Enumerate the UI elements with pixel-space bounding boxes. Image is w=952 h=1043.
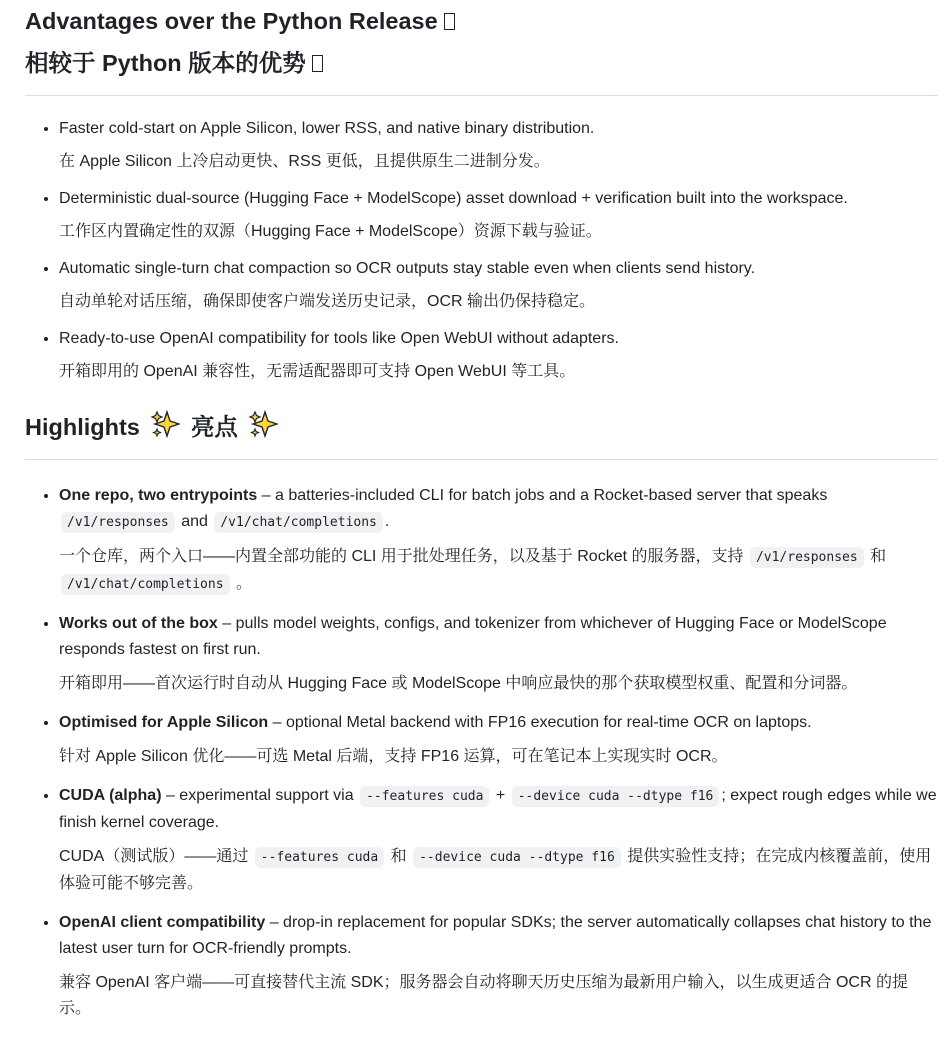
item-text: – a batteries-included CLI for batch jobs and a Rocket-based server that speaks	[257, 487, 828, 504]
item-text: 和	[865, 548, 887, 565]
inline-code: --features cuda	[360, 786, 489, 807]
highlights-heading-block	[25, 406, 938, 460]
list-item	[59, 256, 938, 315]
item-text-zh: 针对 Apple Silicon 优化——可选 Metal 后端，支持 FP16 运算，可在笔记本上实现实时 OCR。	[59, 748, 728, 765]
item-text: .	[384, 513, 390, 530]
item-text: and	[176, 513, 213, 530]
item-title: CUDA (alpha)	[59, 787, 162, 804]
item-text-en: • Automatic single-turn chat compaction so OCR outputs stay stable even when clients send history.	[59, 260, 756, 277]
item-text-zh	[59, 544, 938, 598]
advantages-title-zh	[25, 42, 938, 84]
highlights-title	[25, 406, 938, 448]
advantages-heading-block	[25, 0, 938, 96]
inline-code: /v1/responses	[61, 512, 175, 533]
inline-code: --device cuda --dtype f16	[413, 847, 621, 868]
item-text: +	[491, 787, 510, 804]
item-text: 提供实验性支持；在完成内核覆盖前，使用体验可能不够完善。	[59, 848, 932, 892]
item-text-en	[59, 710, 938, 736]
missing-glyph-icon	[444, 13, 455, 30]
item-text: ; expect rough edges while we finish kernel coverage.	[59, 787, 937, 831]
inline-code: --features cuda	[255, 847, 384, 868]
advantages-title-zh-text: 相较于 Python 版本的优势	[25, 50, 306, 76]
sparkles-icon	[150, 409, 180, 439]
item-title: OpenAI client compatibility	[59, 914, 266, 931]
item-text-en: • Faster cold-start on Apple Silicon, lower RSS, and native binary distribution.	[59, 120, 595, 137]
item-text-zh: 在 Apple Silicon 上冷启动更快、RSS 更低，且提供原生二进制分发。	[59, 153, 550, 170]
item-text-zh: 自动单轮对话压缩，确保即使客户端发送历史记录，OCR 输出仍保持稳定。	[59, 293, 596, 310]
item-text-zh: 兼容 OpenAI 客户端——可直接替代主流 SDK；服务器会自动将聊天历史压缩为最新用户输入，以生成更适合 OCR 的提示。	[59, 974, 908, 1017]
item-text-en	[59, 783, 938, 836]
item-text-en	[59, 910, 938, 962]
highlights-title-en: Highlights	[25, 414, 140, 440]
inline-code: /v1/chat/completions	[214, 512, 383, 533]
advantages-title-en-text: Advantages over the Python Release	[25, 8, 438, 34]
inline-code: /v1/chat/completions	[61, 574, 230, 595]
item-title: One repo, two entrypoints	[59, 487, 258, 504]
item-text-zh	[59, 844, 938, 897]
inline-code: --device cuda --dtype f16	[512, 786, 720, 807]
list-item	[59, 910, 938, 1022]
item-text-zh: 工作区内置确定性的双源（Hugging Face + ModelScope）资源下载与验证。	[59, 223, 602, 240]
item-text: – pulls model weights, configs, and tokenizer from whichever of Hugging Face or ModelScope responds fastest on first run.	[59, 615, 887, 658]
item-text-en	[59, 483, 938, 536]
advantages-title-en	[25, 0, 938, 42]
highlights-title-zh: 亮点	[190, 414, 238, 440]
item-text-zh: 开箱即用——首次运行时自动从 Hugging Face 或 ModelScope 中响应最快的那个获取模型权重、配置和分词器。	[59, 675, 858, 692]
list-item	[59, 326, 938, 385]
item-text-en	[59, 611, 938, 663]
list-item	[59, 116, 938, 175]
highlights-list	[25, 460, 938, 1022]
item-text-en: • Deterministic dual-source (Hugging Face + ModelScope) asset download + verification built into the workspace.	[59, 190, 848, 207]
item-title: Optimised for Apple Silicon	[59, 714, 269, 731]
item-text: 和	[386, 848, 412, 865]
item-text: CUDA（测试版）——通过	[59, 848, 253, 865]
sparkles-icon	[248, 409, 278, 439]
item-text: – experimental support via	[161, 787, 359, 804]
item-title: Works out of the box	[59, 615, 218, 632]
list-item	[59, 611, 938, 697]
missing-glyph-icon	[312, 55, 323, 72]
list-item	[59, 710, 938, 770]
item-text: 一个仓库，两个入口——内置全部功能的 CLI 用于批处理任务，以及基于 Rocket 的服务器，支持	[59, 548, 748, 565]
inline-code: /v1/responses	[750, 547, 864, 568]
list-item	[59, 483, 938, 598]
advantages-list	[25, 96, 938, 385]
item-text-zh: 开箱即用的 OpenAI 兼容性，无需适配器即可支持 Open WebUI 等工具。	[59, 363, 576, 380]
item-text: – optional Metal backend with FP16 execution for real-time OCR on laptops.	[268, 714, 812, 731]
list-item	[59, 186, 938, 245]
list-item	[59, 783, 938, 897]
item-text: 。	[231, 575, 252, 592]
item-text-en: • Ready-to-use OpenAI compatibility for tools like Open WebUI without adapters.	[59, 330, 619, 347]
item-text: – drop-in replacement for popular SDKs; the server automatically collapses chat history to the latest user turn for OCR-friendly prompts.	[59, 914, 932, 957]
